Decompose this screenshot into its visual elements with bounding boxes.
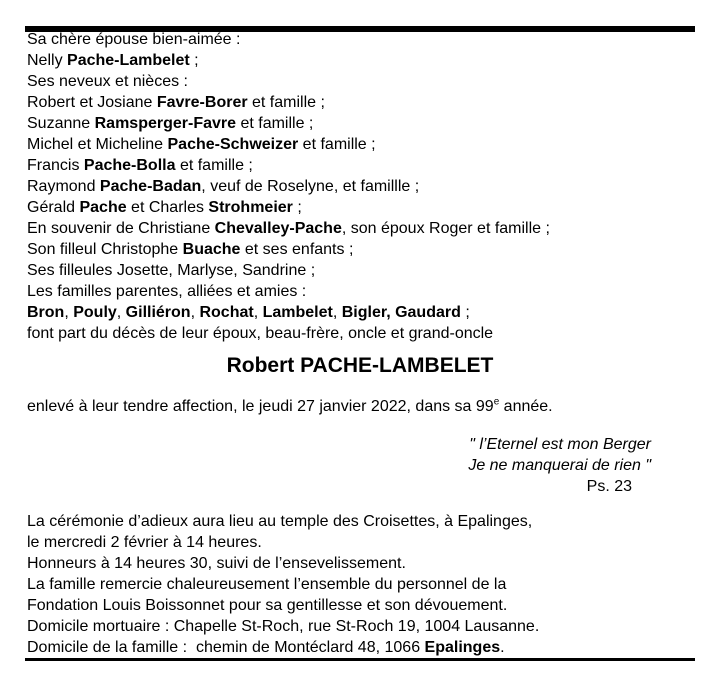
family-line: Gérald Pache et Charles Strohmeier ;: [27, 199, 302, 216]
family-line: Bron, Pouly, Gilliéron, Rochat, Lambelet, Bigler, Gaudard ;: [27, 304, 470, 321]
details-line: Honneurs à 14 heures 30, suivi de l’ensevelissement.: [27, 555, 406, 572]
family-line: Nelly Pache-Lambelet ;: [27, 52, 199, 69]
quote-line: Je ne manquerai de rien ": [468, 457, 651, 474]
quote-line: " l’Eternel est mon Berger: [469, 436, 651, 453]
details-line: Domicile mortuaire : Chapelle St-Roch, rue St-Roch 19, 1004 Lausanne.: [27, 618, 540, 635]
family-line: Sa chère épouse bien-aimée :: [27, 31, 241, 48]
details-line: La famille remercie chaleureusement l’ensemble du personnel de la: [27, 576, 507, 593]
scripture-quote: [468, 434, 651, 497]
family-line: En souvenir de Christiane Chevalley-Pache, son époux Roger et famille ;: [27, 220, 550, 237]
deceased-name-heading: Robert PACHE-LAMBELET: [226, 354, 494, 377]
quote-line: Ps. 23: [586, 478, 632, 495]
family-line: Ses filleules Josette, Marlyse, Sandrine ;: [27, 262, 316, 279]
family-line: Ses neveux et nièces :: [27, 73, 188, 90]
family-line: Les familles parentes, alliées et amies :: [27, 283, 307, 300]
details-line: Fondation Louis Boissonnet pour sa gentillesse et son dévouement.: [27, 597, 508, 614]
bottom-border-rule: [25, 658, 695, 661]
ceremony-details: [27, 511, 695, 658]
details-line: La cérémonie d’adieux aura lieu au temple des Croisettes, à Epalinges,: [27, 513, 533, 530]
family-line: Raymond Pache-Badan, veuf de Roselyne, et famillle ;: [27, 178, 420, 195]
death-line: enlevé à leur tendre affection, le jeudi 27 janvier 2022, dans sa 99e année.: [27, 396, 553, 415]
family-line: Robert et Josiane Favre-Borer et famille ;: [27, 94, 325, 111]
death-announcement-line: [27, 396, 693, 417]
details-line: Domicile de la famille : chemin de Montéclard 48, 1066 Epalinges.: [27, 639, 505, 656]
details-line: le mercredi 2 février à 14 heures.: [27, 534, 262, 551]
family-line: font part du décès de leur époux, beau-frère, oncle et grand-oncle: [27, 325, 494, 342]
family-members-list: [27, 29, 693, 344]
family-line: Son filleul Christophe Buache et ses enfants ;: [27, 241, 354, 258]
family-line: Francis Pache-Bolla et famille ;: [27, 157, 253, 174]
family-line: Suzanne Ramsperger-Favre et famille ;: [27, 115, 314, 132]
family-line: Michel et Micheline Pache-Schweizer et famille ;: [27, 136, 376, 153]
